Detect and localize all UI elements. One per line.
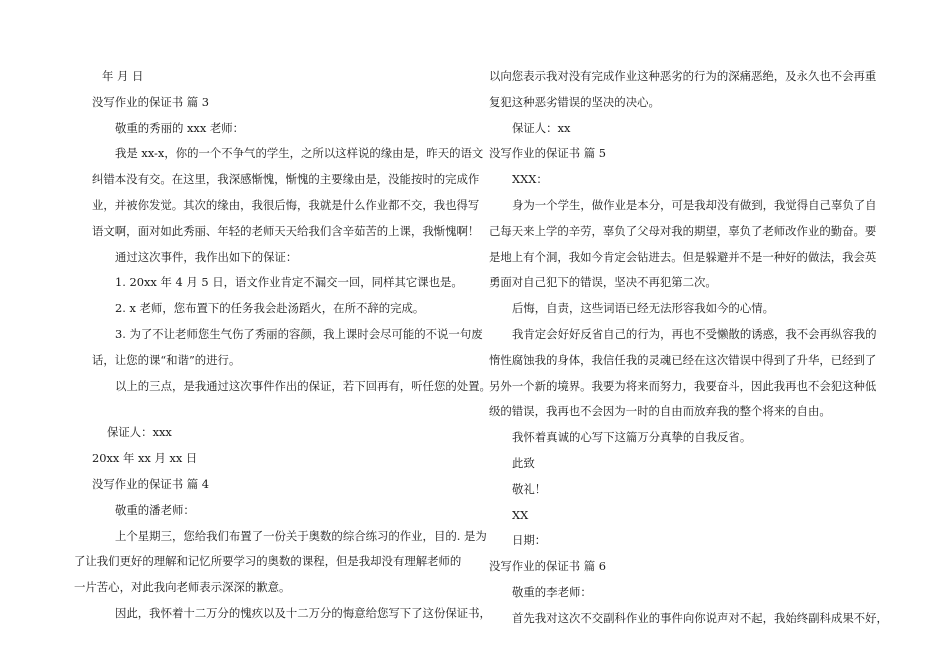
left-column: [74, 64, 491, 627]
paragraph-line: 以上的三点，是我通过这次事件作出的保证，若下回再有，听任您的处置。: [115, 378, 491, 393]
section-title-3: 没写作业的保证书 篇 3: [92, 94, 210, 109]
salutation-5: XXX：: [512, 172, 548, 187]
guarantor: 保证人：xx: [512, 120, 571, 135]
date-line: 年 月 日: [102, 69, 144, 83]
paragraph-line: 一片苦心，对此我向老师表示深深的歉意。: [74, 580, 291, 595]
salutation-3: 敬重的秀丽的 xxx 老师：: [115, 120, 245, 135]
paragraph-line: 我怀着真诚的心写下这篇万分真挚的自我反省。: [512, 430, 752, 445]
paragraph-line: 纠错本没有交。在这里，我深感惭愧，惭愧的主要缘由是，没能按时的完成作: [92, 172, 480, 187]
paragraph-line: 级的错误，我再也不会因为一时的自由而放弃我的整个将来的自由。: [489, 404, 831, 419]
paragraph-line: 业，并被你发觉。其次的缘由，我很后悔，我就是什么作业都不交，我也得写: [92, 197, 480, 212]
paragraph-line: 了让我们更好的理解和记忆所要学习的奥数的课程，但是我却没有理解老师的: [74, 554, 462, 569]
section-title-6: 没写作业的保证书 篇 6: [489, 559, 607, 574]
paragraph-line: 以向您表示我对没有完成作业这种恶劣的行为的深痛恶绝，及永久也不会再重: [489, 69, 877, 83]
right-column: [489, 64, 888, 632]
paragraph-line: 是地上有个洞，我如今肯定会钻进去。但是躲避并不是一种好的做法，我会英: [489, 249, 877, 264]
paragraph-line: 身为一个学生，做作业是本分，可是我却没有做到，我觉得自己辜负了自: [512, 197, 877, 212]
list-item-cont: 话，让您的课“和谐”的进行。: [92, 352, 241, 367]
paragraph-line: 通过这次事件，我作出如下的保证：: [115, 249, 298, 264]
section-title-5: 没写作业的保证书 篇 5: [489, 146, 607, 161]
closing-line: 此致: [512, 455, 535, 470]
paragraph-line: 我肯定会好好反省自己的行为，再也不受懒散的诱惑，我不会再纵容我的: [512, 326, 877, 341]
section-title-4: 没写作业的保证书 篇 4: [92, 476, 210, 491]
signer: XX: [512, 507, 529, 522]
guarantor: 保证人：xxx: [107, 425, 172, 440]
paragraph-line: 后悔，自责，这些词语已经无法形容我如今的心情。: [512, 301, 774, 316]
date-label: 日期：: [512, 533, 547, 548]
paragraph-line: 我是 xx-x，你的一个不争气的学生，之所以这样说的缘由是，昨天的语文: [115, 146, 484, 161]
paragraph-line: 语文啊，面对如此秀丽、年轻的老师天天给我们含辛茹苦的上课，我惭愧啊！: [92, 223, 480, 238]
salutation-6: 敬重的李老师：: [512, 584, 592, 599]
paragraph-line: 勇面对自己犯下的错误，坚决不再犯第二次。: [489, 275, 717, 290]
salutation-4: 敬重的潘老师：: [115, 502, 195, 517]
paragraph-line: 惰性腐蚀我的身体，我信任我的灵魂已经在这次错误中得到了升华，已经到了: [489, 352, 877, 367]
paragraph-line: 另外一个新的境界。我要为将来而努力，我要奋斗，因此我再也不会犯这种低: [489, 378, 877, 393]
paragraph-line: 己每天来上学的辛劳，辜负了父母对我的期望，辜负了老师改作业的勤奋。要: [489, 223, 877, 238]
signature-date: 20xx 年 xx 月 xx 日: [92, 451, 198, 466]
list-item: 1. 20xx 年 4 月 5 日，语文作业肯定不漏交一回，同样其它课也是。: [115, 275, 463, 290]
list-item: 3. 为了不让老师您生气伤了秀丽的容颜，我上课时会尽可能的不说一句废: [115, 326, 483, 341]
list-item: 2. x 老师，您布置下的任务我会赴汤蹈火，在所不辞的完成。: [115, 301, 425, 316]
paragraph-line: 上个星期三，您给我们布置了一份关于奥数的综合练习的作业，目的. 是为: [115, 528, 487, 543]
paragraph-line: 首先我对这次不交副科作业的事件向你说声对不起，我始终副科成果不好，: [512, 610, 888, 625]
paragraph-line: 因此，我怀着十二万分的愧疚以及十二万分的悔意给您写下了这份保证书，: [115, 605, 491, 620]
paragraph-line: 复犯这种恶劣错误的坚决的决心。: [489, 94, 660, 109]
closing-line: 敬礼！: [512, 481, 547, 496]
